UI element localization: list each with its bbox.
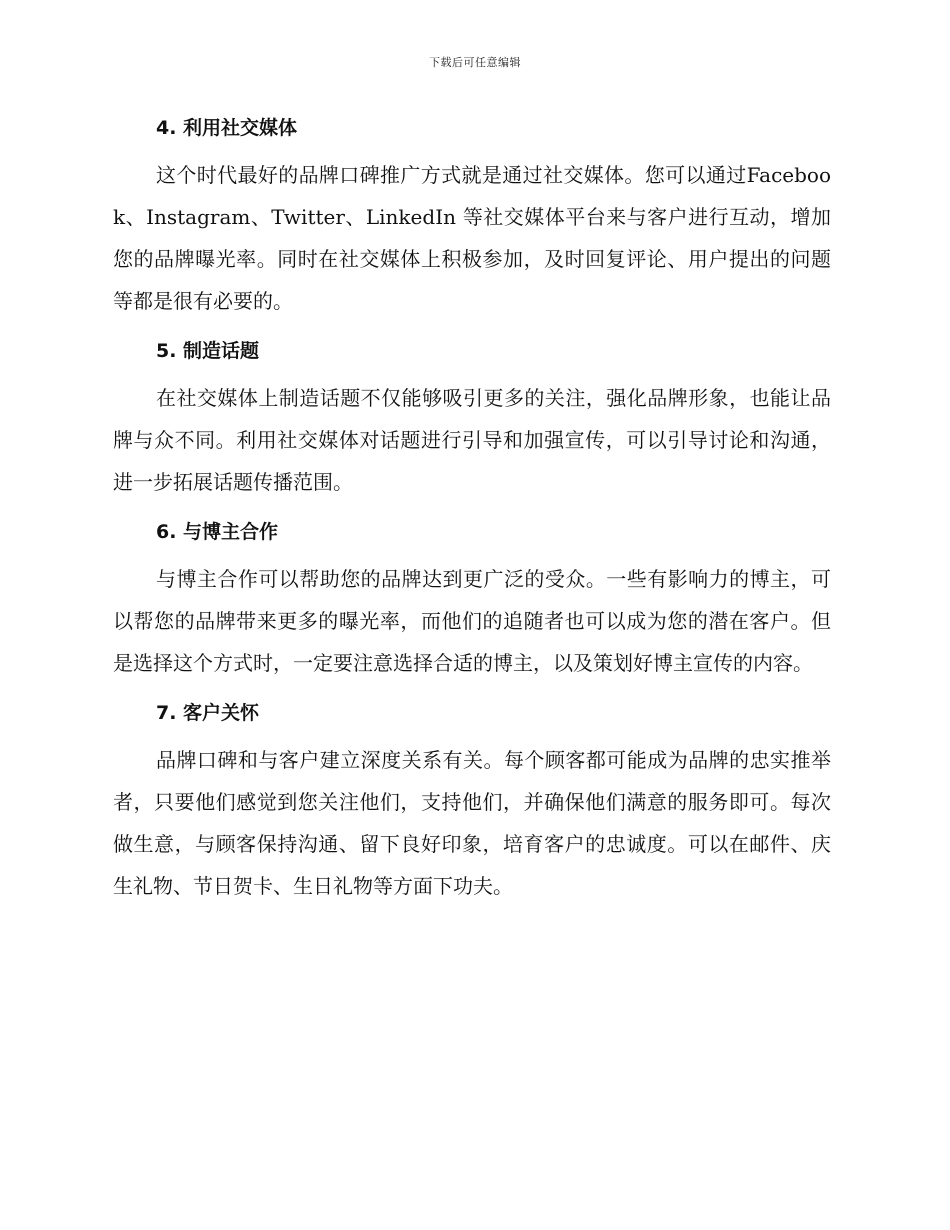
document-body [113,108,831,916]
section-heading: 6. 与博主合作 [156,521,279,543]
section-paragraph: 在社交媒体上制造话题不仅能够吸引更多的关注，强化品牌形象，也能让品牌与众不同。利用社交媒体对话题进行引导和加强宣传，可以引导讨论和沟通，进一步拓展话题传播范围。 [113,386,831,494]
section-heading: 5. 制造话题 [156,340,260,362]
section-paragraph: 这个时代最好的品牌口碑推广方式就是通过社交媒体。您可以通过Facebook、Instagram、Twitter、LinkedIn 等社交媒体平台来与客户进行互动，增加您的品牌曝光率。同时在社交媒体上积极参加，及时回复评论、用户提出的问题等都是很有必要的。 [113,163,831,313]
section-create-topics [113,331,831,503]
section-heading: 7. 客户关怀 [156,702,260,724]
page-header: 下载后可任意编辑 [429,56,521,69]
section-customer-care [113,693,831,907]
section-blogger-cooperation [113,512,831,684]
section-social-media [113,108,831,322]
section-paragraph: 品牌口碑和与客户建立深度关系有关。每个顾客都可能成为品牌的忠实推举者，只要他们感觉到您关注他们，支持他们，并确保他们满意的服务即可。每次做生意，与顾客保持沟通、留下良好印象，培育客户的忠诚度。可以在邮件、庆生礼物、节日贺卡、生日礼物等方面下功夫。 [113,748,831,898]
section-paragraph: 与博主合作可以帮助您的品牌达到更广泛的受众。一些有影响力的博主，可以帮您的品牌带来更多的曝光率，而他们的追随者也可以成为您的潜在客户。但是选择这个方式时，一定要注意选择合适的博主，以及策划好博主宣传的内容。 [113,567,831,675]
section-heading: 4. 利用社交媒体 [156,117,298,139]
